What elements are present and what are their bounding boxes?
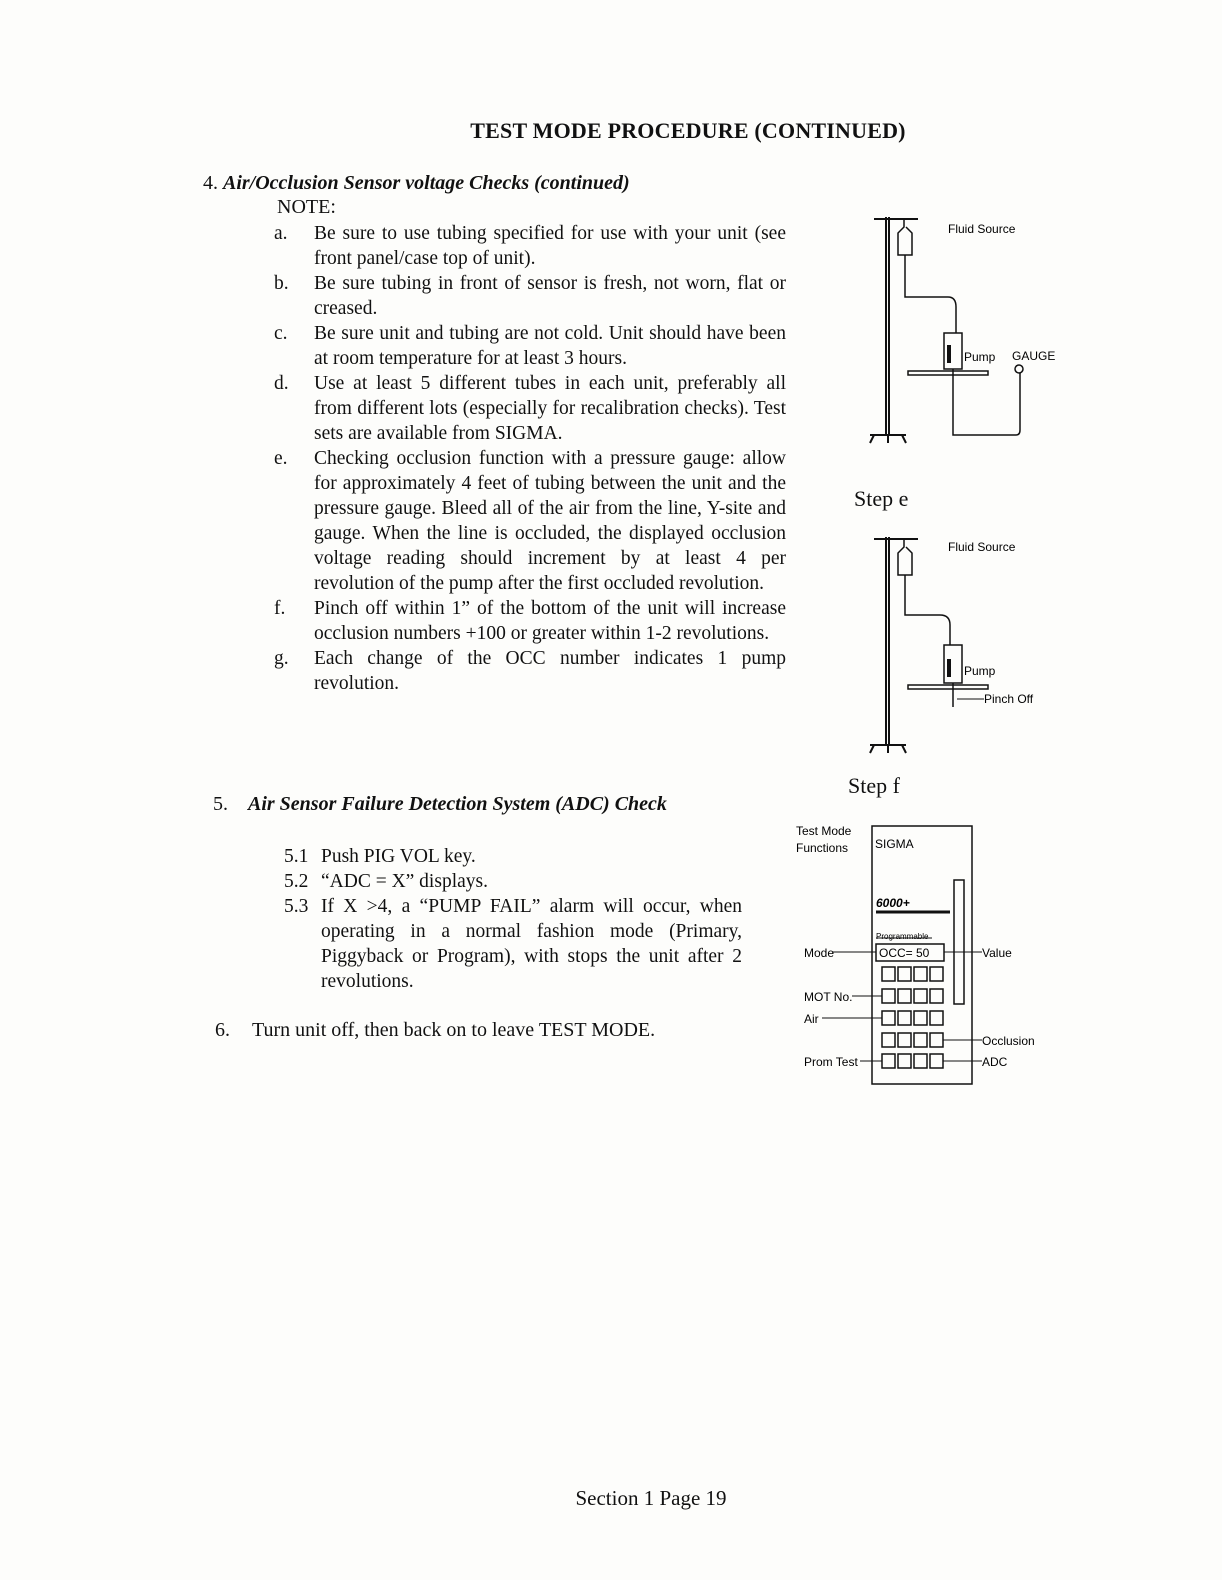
pinch-off-label: Pinch Off — [984, 692, 1034, 706]
mode-label: Mode — [804, 946, 835, 960]
test-mode-label-line1: Test Mode — [796, 824, 852, 838]
list-item: b. Be sure tubing in front of sensor is fresh, not worn, flat or creased. — [274, 273, 786, 319]
step-e-caption: Step e — [854, 486, 909, 511]
step-f-diagram — [860, 527, 1060, 767]
prom-test-label: Prom Test — [804, 1055, 858, 1069]
occ-display: OCC= 50 — [879, 946, 930, 960]
list-item: e. Checking occlusion function with a pressure gauge: allow for approximately 4 feet of tubing between the unit and the pressure gauge. Bleed all of the air from the line, Y-site and gauge. When the line is occluded, the displayed occlusion voltage reading should increment by at least 4 per revolution of the pump after the first occluded revolution. — [274, 448, 786, 594]
list-item: 5.1 Push PIG VOL key. — [284, 846, 476, 867]
brand-label: SIGMA — [875, 837, 914, 851]
section-6-text: Turn unit off, then back on to leave TEST MODE. — [252, 1019, 656, 1041]
test-mode-panel-diagram — [792, 818, 1052, 1088]
fluid-source-label: Fluid Source — [948, 222, 1016, 236]
list-item: g. Each change of the OCC number indicates 1 pump revolution. — [274, 648, 786, 694]
section-4-number: 4. — [203, 172, 218, 194]
section-5-heading — [213, 793, 667, 816]
list-item: 5.2 “ADC = X” displays. — [284, 871, 488, 892]
section-5-number: 5. — [213, 793, 228, 815]
model-label: 6000+ — [876, 896, 910, 910]
section-6 — [215, 1019, 655, 1042]
note-label: NOTE: — [277, 196, 336, 218]
air-label: Air — [804, 1012, 819, 1026]
list-item: d. Use at least 5 different tubes in each unit, preferably all from different lots (especially for recalibration checks). Test sets are available from SIGMA. — [274, 373, 786, 444]
list-item: f. Pinch off within 1” of the bottom of the unit will increase occlusion numbers +100 or greater within 1-2 revolutions. — [274, 598, 786, 644]
note-list — [274, 221, 786, 696]
list-item: a. Be sure to use tubing specified for use with your unit (see front panel/case top of unit). — [274, 223, 786, 269]
page-title: TEST MODE PROCEDURE (CONTINUED) — [470, 118, 906, 143]
value-label: Value — [982, 946, 1012, 960]
gauge-label: GAUGE — [1012, 349, 1056, 363]
fluid-source-label: Fluid Source — [948, 540, 1016, 554]
pump-label: Pump — [964, 350, 996, 364]
section-5-title: Air Sensor Failure Detection System (ADC) Check — [248, 793, 667, 815]
section-4-heading — [203, 172, 630, 195]
section-4-title: Air/Occlusion Sensor voltage Checks (continued) — [223, 172, 630, 194]
step-f-caption: Step f — [848, 773, 900, 798]
list-item: 5.3 If X >4, a “PUMP FAIL” alarm will occur, when operating in a normal fashion mode (Primary, Piggyback or Program), with stops the unit after 2 revolutions. — [284, 896, 742, 992]
adc-label: ADC — [982, 1055, 1008, 1069]
section-6-number: 6. — [215, 1019, 230, 1041]
programmable-label: Programmable — [876, 932, 929, 941]
section-5-steps — [284, 844, 742, 994]
page-footer: Section 1 Page 19 — [575, 1486, 727, 1510]
pump-label: Pump — [964, 664, 996, 678]
occlusion-label: Occlusion — [982, 1034, 1035, 1048]
mot-no-label: MOT No. — [804, 990, 853, 1004]
step-e-diagram — [860, 205, 1060, 450]
list-item: c. Be sure unit and tubing are not cold. Unit should have been at room temperature for at least 3 hours. — [274, 323, 786, 369]
test-mode-label-line2: Functions — [796, 841, 849, 855]
